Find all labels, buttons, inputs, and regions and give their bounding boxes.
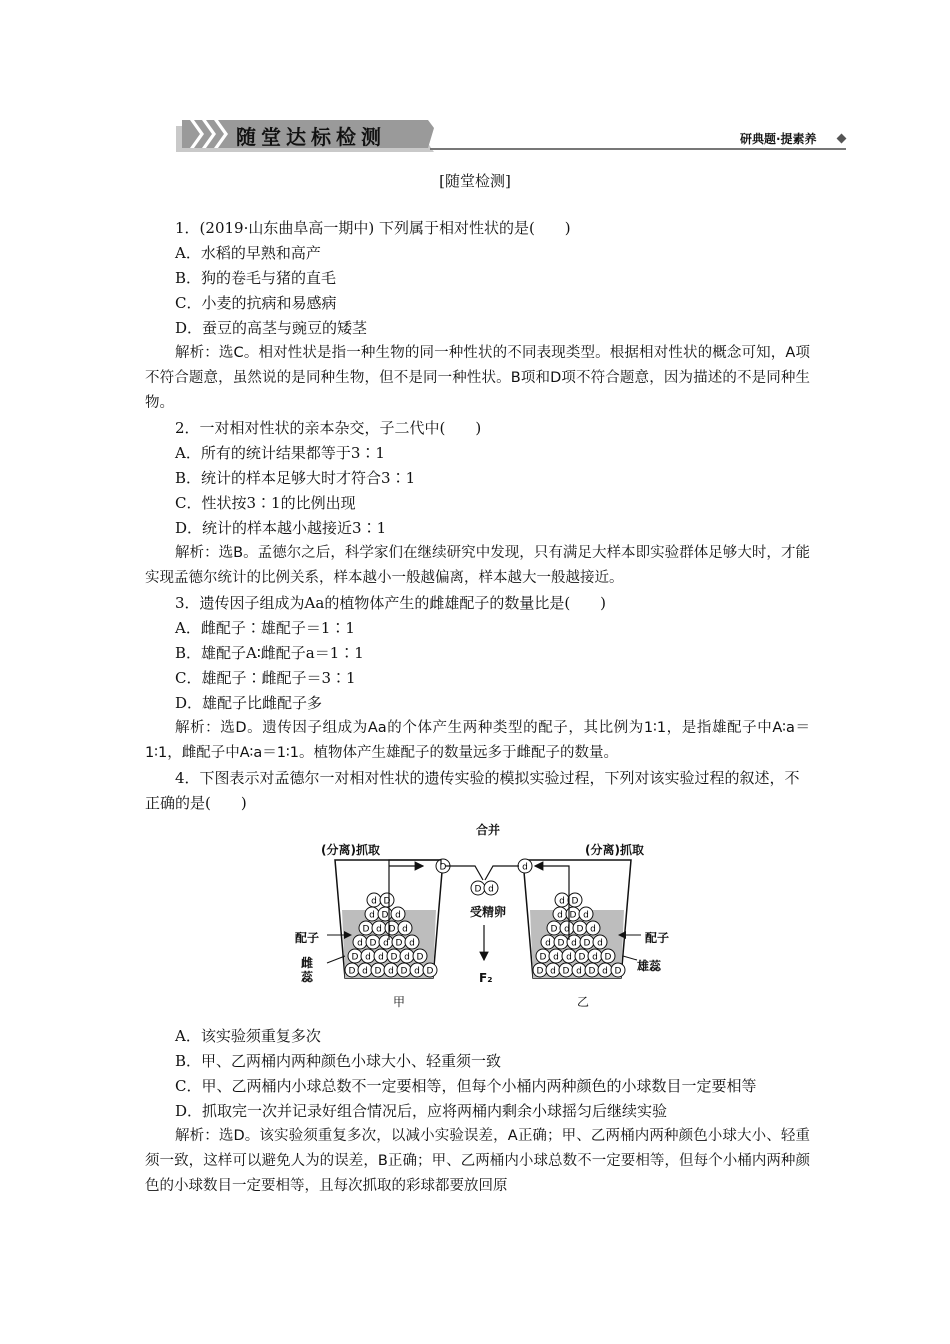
svg-text:d: d <box>550 966 556 977</box>
analysis: 解析：选D。该实验须重复多次，以减小实验误差，A正确；甲、乙两桶内两种颜色小球大小、轻重须一致，这样可以避免人为的误差，B正确；甲、乙两桶内小球总数不一定要相等，但每个小桶内两种颜色的小球数目一定要相等，且每次抓取的彩球都要放回原 <box>145 1128 810 1194</box>
svg-text:D: D <box>390 952 398 963</box>
ball-D-gamete <box>554 935 568 949</box>
analysis: 解析：选C。相对性状是指一种生物的同一种性状的不同表现类型。根据相对性状的概念可知，A项不符合题意，虽然说的是同种生物，但不是同一种性状。B项和D项不符合题意，因为描述的不是同种生物。 <box>145 345 810 411</box>
ball-d-gamete <box>353 935 367 949</box>
banner-title: 随堂达标检测 <box>236 125 386 149</box>
svg-text:D: D <box>578 952 586 963</box>
label-stamen: 雄蕊 <box>637 959 662 973</box>
svg-text:d: d <box>571 938 577 949</box>
ball-d-gamete <box>553 907 567 921</box>
svg-text:d: d <box>545 938 551 949</box>
ball-d-gamete <box>384 963 398 977</box>
option: B．统计的样本足够大时才符合3∶1 <box>175 469 416 487</box>
ball-D-gamete <box>611 963 625 977</box>
question-stem: 2．一对相对性状的亲本杂交，子二代中( ) <box>175 419 482 437</box>
svg-text:D: D <box>562 966 570 977</box>
ball-D-gamete <box>385 921 399 935</box>
option: A．所有的统计结果都等于3∶1 <box>175 444 385 462</box>
svg-text:d: d <box>404 952 410 963</box>
svg-text:d: d <box>576 966 582 977</box>
svg-text:D: D <box>536 966 544 977</box>
svg-text:d: d <box>388 966 394 977</box>
ball-d-gamete <box>572 963 586 977</box>
ball-D-gamete <box>371 963 385 977</box>
svg-text:d: d <box>488 884 494 895</box>
label-merge: 合并 <box>476 823 501 837</box>
svg-text:d: d <box>369 910 375 921</box>
option: D．统计的样本越小越接近3∶1 <box>175 519 387 537</box>
option: B．甲、乙两桶内两种颜色小球大小、轻重须一致 <box>175 1052 502 1070</box>
option: D．雄配子比雌配子多 <box>175 694 323 712</box>
ball-D-gamete <box>397 963 411 977</box>
svg-text:d: d <box>602 966 608 977</box>
simulation-figure <box>145 820 810 1010</box>
ball-d-gamete <box>400 949 414 963</box>
label-f2: F₂ <box>479 971 493 985</box>
ball-d-gamete <box>598 963 612 977</box>
svg-text:d: d <box>362 966 368 977</box>
ball-d-gamete <box>379 935 393 949</box>
svg-text:D: D <box>550 924 558 935</box>
ball-d-gamete <box>546 963 560 977</box>
ball-D-gamete <box>573 921 587 935</box>
svg-text:D: D <box>362 924 370 935</box>
label-pistil: 雌蕊 <box>301 956 314 984</box>
ball-d-gamete <box>361 949 375 963</box>
svg-text:D: D <box>439 862 447 873</box>
ball-D-gamete <box>580 935 594 949</box>
option: B．雄配子A∶雌配子a＝1∶1 <box>175 644 364 662</box>
ball-D-gamete <box>559 963 573 977</box>
svg-text:d: d <box>583 910 589 921</box>
svg-text:d: d <box>566 952 572 963</box>
svg-text:d: d <box>383 938 389 949</box>
question-list <box>145 216 810 1199</box>
svg-text:D: D <box>474 884 482 895</box>
ball-d-gamete <box>555 893 569 907</box>
svg-text:d: d <box>357 938 363 949</box>
svg-text:d: d <box>557 910 563 921</box>
svg-text:d: d <box>378 952 384 963</box>
ball-D-gamete <box>345 963 359 977</box>
ball-d-gamete <box>579 907 593 921</box>
ball-D-gamete <box>392 935 406 949</box>
svg-text:D: D <box>576 924 584 935</box>
svg-text:d: d <box>590 924 596 935</box>
ball-D-gamete <box>533 963 547 977</box>
ball-d-gamete <box>358 963 372 977</box>
svg-text:D: D <box>388 924 396 935</box>
ball-D-gamete <box>413 949 427 963</box>
ball-d-gamete <box>391 907 405 921</box>
svg-text:D: D <box>395 938 403 949</box>
diamond-icon <box>837 134 847 144</box>
ball-D-gamete <box>536 949 550 963</box>
option: A．雌配子∶雄配子＝1∶1 <box>175 619 355 637</box>
ball-d-gamete <box>588 949 602 963</box>
svg-text:D: D <box>583 938 591 949</box>
svg-text:d: d <box>592 952 598 963</box>
label-fertilized-egg: 受精卵 <box>470 905 507 919</box>
ball-D-gamete <box>601 949 615 963</box>
svg-text:d: d <box>376 924 382 935</box>
svg-text:D: D <box>588 966 596 977</box>
option: C．小麦的抗病和易感病 <box>175 294 337 312</box>
svg-text:D: D <box>381 910 389 921</box>
ball-D-gamete <box>566 907 580 921</box>
svg-text:D: D <box>557 938 565 949</box>
ball-D-gamete <box>359 921 373 935</box>
ball-d-gamete <box>549 949 563 963</box>
label-left-grab: (分离)抓取 <box>321 843 380 857</box>
ball-d-zygote <box>484 881 498 895</box>
svg-text:D: D <box>571 896 579 907</box>
ball-D-gamete <box>387 949 401 963</box>
ball-d-gamete <box>367 893 381 907</box>
ball-d-gamete <box>374 949 388 963</box>
option: C．性状按3∶1的比例出现 <box>175 494 356 512</box>
svg-text:d: d <box>414 966 420 977</box>
option: A．水稻的早熟和高产 <box>175 244 321 262</box>
ball-d-gamete <box>541 935 555 949</box>
ball-D-gamete <box>348 949 362 963</box>
option: A．该实验须重复多次 <box>175 1027 321 1045</box>
svg-text:D: D <box>539 952 547 963</box>
svg-text:d: d <box>564 924 570 935</box>
svg-text:D: D <box>348 966 356 977</box>
header-right-text: 研典题·提素养 <box>740 132 817 146</box>
svg-text:d: d <box>553 952 559 963</box>
ball-D-gamete <box>585 963 599 977</box>
ball-D-gamete <box>575 949 589 963</box>
svg-text:d: d <box>559 896 565 907</box>
ball-D-gamete <box>366 935 380 949</box>
ball-D-zygote <box>471 881 485 895</box>
svg-text:D: D <box>569 910 577 921</box>
ball-d-grabbed <box>518 859 532 873</box>
ball-D-gamete <box>568 893 582 907</box>
ball-d-gamete <box>586 921 600 935</box>
header-banner <box>176 118 434 152</box>
question-stem: 3．遗传因子组成为Aa的植物体产生的雌雄配子的数量比是( ) <box>175 594 607 612</box>
svg-text:d: d <box>371 896 377 907</box>
ball-D-gamete <box>423 963 437 977</box>
svg-text:D: D <box>374 966 382 977</box>
svg-text:D: D <box>614 966 622 977</box>
svg-text:D: D <box>351 952 359 963</box>
ball-d-gamete <box>410 963 424 977</box>
svg-text:D: D <box>383 896 391 907</box>
svg-text:D: D <box>604 952 612 963</box>
analysis: 解析：选B。孟德尔之后，科学家们在继续研究中发现，只有满足大样本即实验群体足够大时，才能实现孟德尔统计的比例关系，样本越小一般越偏离，样本越大一般越接近。 <box>145 545 810 586</box>
label-right-gamete: 配子 <box>645 931 670 945</box>
ball-d-gamete <box>372 921 386 935</box>
ball-D-gamete <box>378 907 392 921</box>
svg-text:d: d <box>402 924 408 935</box>
label-right-grab: (分离)抓取 <box>585 843 644 857</box>
option: C．甲、乙两桶内小球总数不一定要相等，但每个小桶内两种颜色的小球数目一定要相等 <box>175 1077 757 1095</box>
ball-d-gamete <box>405 935 419 949</box>
ball-d-gamete <box>560 921 574 935</box>
svg-text:D: D <box>426 966 434 977</box>
svg-text:d: d <box>395 910 401 921</box>
svg-text:D: D <box>400 966 408 977</box>
section-title: [随堂检测] <box>439 172 511 190</box>
ball-D-gamete <box>547 921 561 935</box>
question-stem: 1．(2019·山东曲阜高一期中) 下列属于相对性状的是( ) <box>175 219 571 237</box>
ball-d-gamete <box>365 907 379 921</box>
option: D．抓取完一次并记录好组合情况后，应将两桶内剩余小球摇匀后继续实验 <box>175 1102 668 1120</box>
option: D．蚕豆的高茎与豌豆的矮茎 <box>175 319 368 337</box>
svg-text:d: d <box>597 938 603 949</box>
header-rule <box>430 148 846 150</box>
ball-D-gamete <box>380 893 394 907</box>
label-bucket-jia: 甲 <box>393 995 406 1009</box>
question-stem: 4．下图表示对孟德尔一对相对性状的遗传实验的模拟实验过程，下列对该实验过程的叙述，不正确的是( ) <box>145 769 800 812</box>
option: B．狗的卷毛与猪的直毛 <box>175 269 337 287</box>
svg-text:D: D <box>416 952 424 963</box>
ball-d-gamete <box>398 921 412 935</box>
label-left-gamete: 配子 <box>295 931 320 945</box>
svg-text:d: d <box>365 952 371 963</box>
option: C．雄配子∶雌配子＝3∶1 <box>175 669 356 687</box>
svg-text:D: D <box>369 938 377 949</box>
ball-d-gamete <box>562 949 576 963</box>
svg-text:d: d <box>522 862 528 873</box>
svg-text:d: d <box>409 938 415 949</box>
label-bucket-yi: 乙 <box>577 995 590 1009</box>
analysis: 解析：选D。遗传因子组成为Aa的个体产生两种类型的配子，其比例为1∶1，是指雄配子中A∶a＝1∶1，雌配子中A∶a＝1∶1。植物体产生雄配子的数量远多于雌配子的数量。 <box>145 720 810 761</box>
ball-d-gamete <box>593 935 607 949</box>
